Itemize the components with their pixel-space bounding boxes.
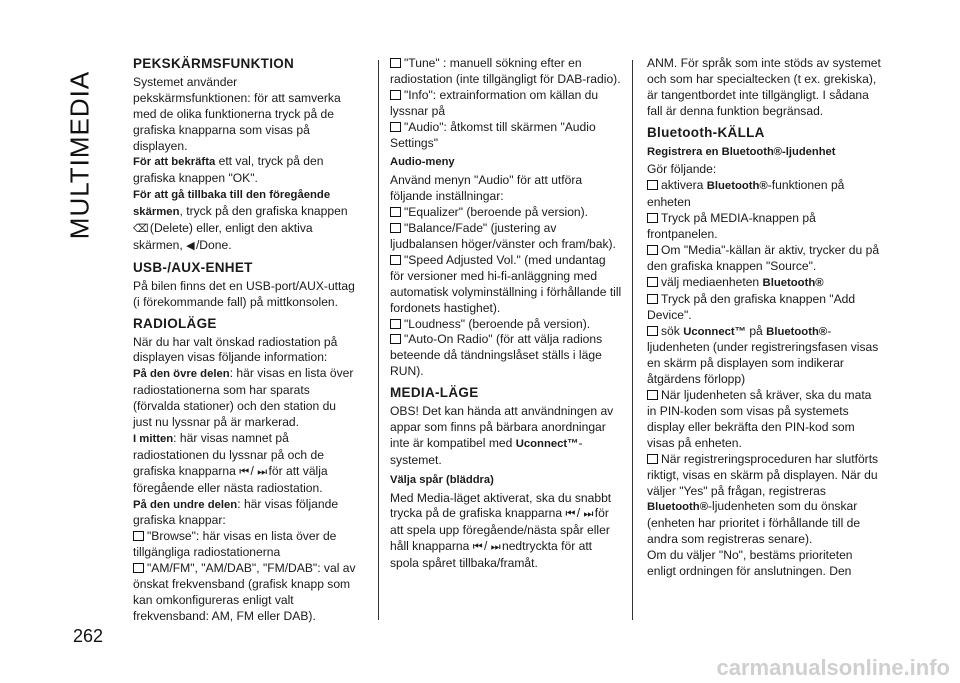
text: "Info": extrainformation om källan du lyssnar på — [390, 87, 599, 118]
column-3 — [647, 56, 883, 580]
paragraph — [133, 497, 358, 530]
bold-term: Bluetooth® — [762, 276, 824, 289]
bullet-box-icon — [390, 334, 401, 344]
back-arrow-icon: ◀ — [186, 239, 193, 252]
paragraph — [133, 154, 358, 187]
text: aktivera — [661, 178, 707, 193]
text: för att spela upp föregående/nästa spår eller håll knapparna — [390, 506, 610, 554]
bullet-box-icon — [390, 90, 401, 100]
text: OBS! Det kan hända att användningen av appar som finns på bärbara anordningar inte är kompatibel med — [390, 404, 614, 450]
text: "AM/FM", "AM/DAB", "FM/DAB": val av önskat frekvensband (grafisk knapp som kan omkonfigureras enligt valt frekvensband: AM, FM eller DAB). — [133, 561, 356, 623]
text: Om "Media"-källan är aktiv, trycker du på den grafiska knappen "Source". — [647, 242, 880, 273]
list-item — [647, 243, 883, 275]
paragraph — [390, 404, 622, 469]
previous-icon: ⏮ — [239, 465, 248, 478]
previous-icon: ⏮ — [565, 508, 574, 521]
list-item — [390, 317, 622, 333]
text: för att välja föregående eller nästa radiostation. — [133, 463, 328, 495]
bullet-box-icon — [133, 563, 144, 573]
text: "Speed Adjusted Vol." (med undantag för versioner med hi-fi-anläggning med automatisk volyminställning i förhållande till fordonets hastighet). — [390, 252, 622, 315]
paragraph: Om du väljer "No", bestäms prioriteten enligt ordningen för anslutningen. Den — [647, 548, 853, 579]
column-1 — [133, 56, 358, 625]
paragraph: På bilen finns det en USB-port/AUX-uttag (i förekommande fall) på mittkonsolen. — [133, 278, 355, 309]
column-2 — [390, 56, 622, 572]
footer-watermark: carmanualsonline.info — [716, 655, 950, 680]
text: nedtryckta för att spola spåret tillbaka/framåt. — [390, 539, 593, 571]
previous-icon: ⏮ — [472, 541, 481, 554]
text: När ljudenheten så kräver, ska du mata in PIN-koden som visas på systemets display eller bekräfta den PIN-kod som visas på enheten. — [647, 388, 872, 450]
paragraph — [133, 187, 358, 255]
text: Tryck på den grafiska knappen "Add Device". — [647, 291, 856, 322]
text: /Done. — [192, 237, 232, 252]
column-divider — [378, 60, 379, 620]
list-item — [647, 292, 883, 324]
list-item — [647, 452, 883, 548]
list-item — [390, 120, 622, 152]
text: välj mediaenheten — [661, 274, 763, 289]
text: : här visas följande grafiska knappar: — [133, 496, 339, 528]
bold-term: För att bekräfta — [133, 156, 216, 169]
list-item — [647, 324, 883, 389]
heading-radiolage: RADIOLÄGE — [133, 315, 217, 331]
list-item — [647, 211, 883, 243]
text: -funktionen på enheten — [647, 178, 845, 210]
list-item — [647, 275, 883, 292]
text: "Tune" : manuell sökning efter en radiostation (inte tillgängligt för DAB-radio). — [390, 56, 621, 86]
paragraph: ANM. För språk som inte stöds av systemet och som har specialtecken (t ex. grekiska), är tangentbordet inte tillgängligt. I sådana fall är denna funktion begränsad. — [647, 56, 881, 118]
delete-icon: ⌫ — [133, 223, 147, 236]
paragraph: Gör följande: — [647, 162, 717, 177]
bold-term: Uconnect™ — [515, 437, 579, 450]
column-divider — [632, 60, 633, 620]
paragraph — [390, 491, 622, 573]
bold-term: I mitten — [133, 432, 174, 445]
bold-term: På den undre delen — [133, 498, 238, 511]
heading-registrera: Registrera en Bluetooth®-ljudenhet — [647, 145, 836, 158]
text: / — [480, 539, 491, 554]
text: ett val, tryck på den grafiska knappen "OK". — [133, 154, 324, 186]
heading-audio-meny: Audio-meny — [390, 156, 455, 169]
bullet-box-icon — [390, 58, 401, 68]
paragraph — [133, 431, 358, 497]
heading-usb-aux: USB-/AUX-ENHET — [133, 259, 253, 275]
list-item — [133, 561, 358, 625]
text: -ljudenheten som du önskar (enheten har prioritet i förhållande till de andra som registreras senare). — [647, 499, 861, 547]
bullet-box-icon — [647, 390, 658, 400]
text: , tryck på den grafiska knappen — [179, 204, 348, 219]
paragraph: Systemet använder pekskärmsfunktionen: för att samverka med de olika funktionerna tryck på de grafiska knapparna som visas på displayen. — [133, 74, 341, 153]
bullet-box-icon — [647, 245, 658, 255]
heading-bluetooth-kalla: Bluetooth-KÄLLA — [647, 124, 765, 140]
bullet-box-icon — [647, 180, 658, 190]
list-item — [390, 88, 622, 120]
text: / — [247, 463, 258, 478]
bold-term: För att gå tillbaka till den föregående skärmen — [133, 189, 331, 219]
text: sök — [661, 323, 684, 338]
list-item — [390, 56, 622, 88]
section-side-label-text: MULTIMEDIA — [64, 70, 95, 240]
text: Med Media-läget aktiverat, ska du snabbt trycka på de grafiska knapparna — [390, 490, 612, 521]
text: / — [573, 506, 584, 521]
bullet-box-icon — [647, 326, 658, 336]
bullet-box-icon — [647, 294, 658, 304]
text: på — [745, 323, 767, 338]
paragraph: När du har valt önskad radiostation på displayen visas följande information: — [133, 334, 338, 365]
text: "Audio": åtkomst till skärmen "Audio Settings" — [390, 119, 596, 150]
list-item — [390, 221, 622, 253]
text: : här visas namnet på radiostationen du lyssnar på och de grafiska knapparna — [133, 430, 324, 478]
list-item — [390, 205, 622, 221]
paragraph — [133, 366, 358, 431]
paragraph: Använd menyn "Audio" för att utföra följande inställningar: — [390, 173, 583, 204]
list-item — [390, 253, 622, 317]
heading-pekskarmsfunktion: PEKSKÄRMSFUNKTION — [133, 56, 295, 71]
text: "Balance/Fade" (justering av ljudbalansen höger/vänster och fram/bak). — [390, 221, 616, 251]
heading-media-lage: MEDIA-LÄGE — [390, 385, 479, 401]
text: Tryck på MEDIA-knappen på frontpanelen. — [647, 211, 816, 242]
list-item — [133, 529, 358, 561]
text: "Browse": här visas en lista över de tillgängliga radiostationerna — [133, 529, 337, 560]
bold-term: På den övre delen — [133, 368, 230, 381]
list-item — [390, 332, 622, 380]
bullet-box-icon — [390, 207, 401, 217]
text: "Loudness" (beroende på version). — [404, 316, 591, 331]
bullet-box-icon — [647, 213, 658, 223]
page-number: 262 — [73, 626, 104, 646]
bullet-box-icon — [390, 255, 401, 265]
bullet-box-icon — [133, 531, 144, 541]
bold-term: Uconnect™ — [683, 325, 746, 338]
bullet-box-icon — [390, 319, 401, 329]
text: -ljudenheten (under registreringsfasen visas en skärm på displayen som indikerar åtgärdens förlopp) — [647, 323, 879, 387]
text: När registreringsproceduren har slutförts riktigt, visas en skärm på displayen. När du väljer "Yes" på frågan, registreras — [647, 451, 879, 498]
text: -systemet. — [390, 435, 583, 467]
bold-term: Bluetooth® — [766, 325, 828, 338]
text: "Equalizer" (beroende på version). — [404, 205, 589, 220]
text: "Auto-On Radio" (för att välja radions beteende då tändningslåset ställs i läge RUN). — [390, 332, 603, 379]
bullet-box-icon — [390, 122, 401, 132]
bullet-box-icon — [647, 277, 658, 287]
list-item — [647, 388, 883, 452]
list-item — [647, 178, 883, 211]
bold-term: Bluetooth® — [706, 180, 768, 193]
bold-term: Bluetooth® — [647, 501, 709, 514]
next-icon: ⏭ — [257, 465, 266, 478]
next-icon: ⏭ — [583, 508, 592, 521]
bullet-box-icon — [647, 454, 658, 464]
text: : här visas en lista över radiostationerna som har sparats (förvalda stationer) och den station du just nu lyssnar på är markerad. — [133, 366, 354, 430]
next-icon: ⏭ — [490, 541, 499, 554]
bullet-box-icon — [390, 223, 401, 233]
text: (Delete) eller, enligt den aktiva skärmen, — [133, 221, 313, 252]
section-side-label — [60, 70, 100, 240]
heading-valja-spar: Välja spår (bläddra) — [390, 473, 494, 486]
